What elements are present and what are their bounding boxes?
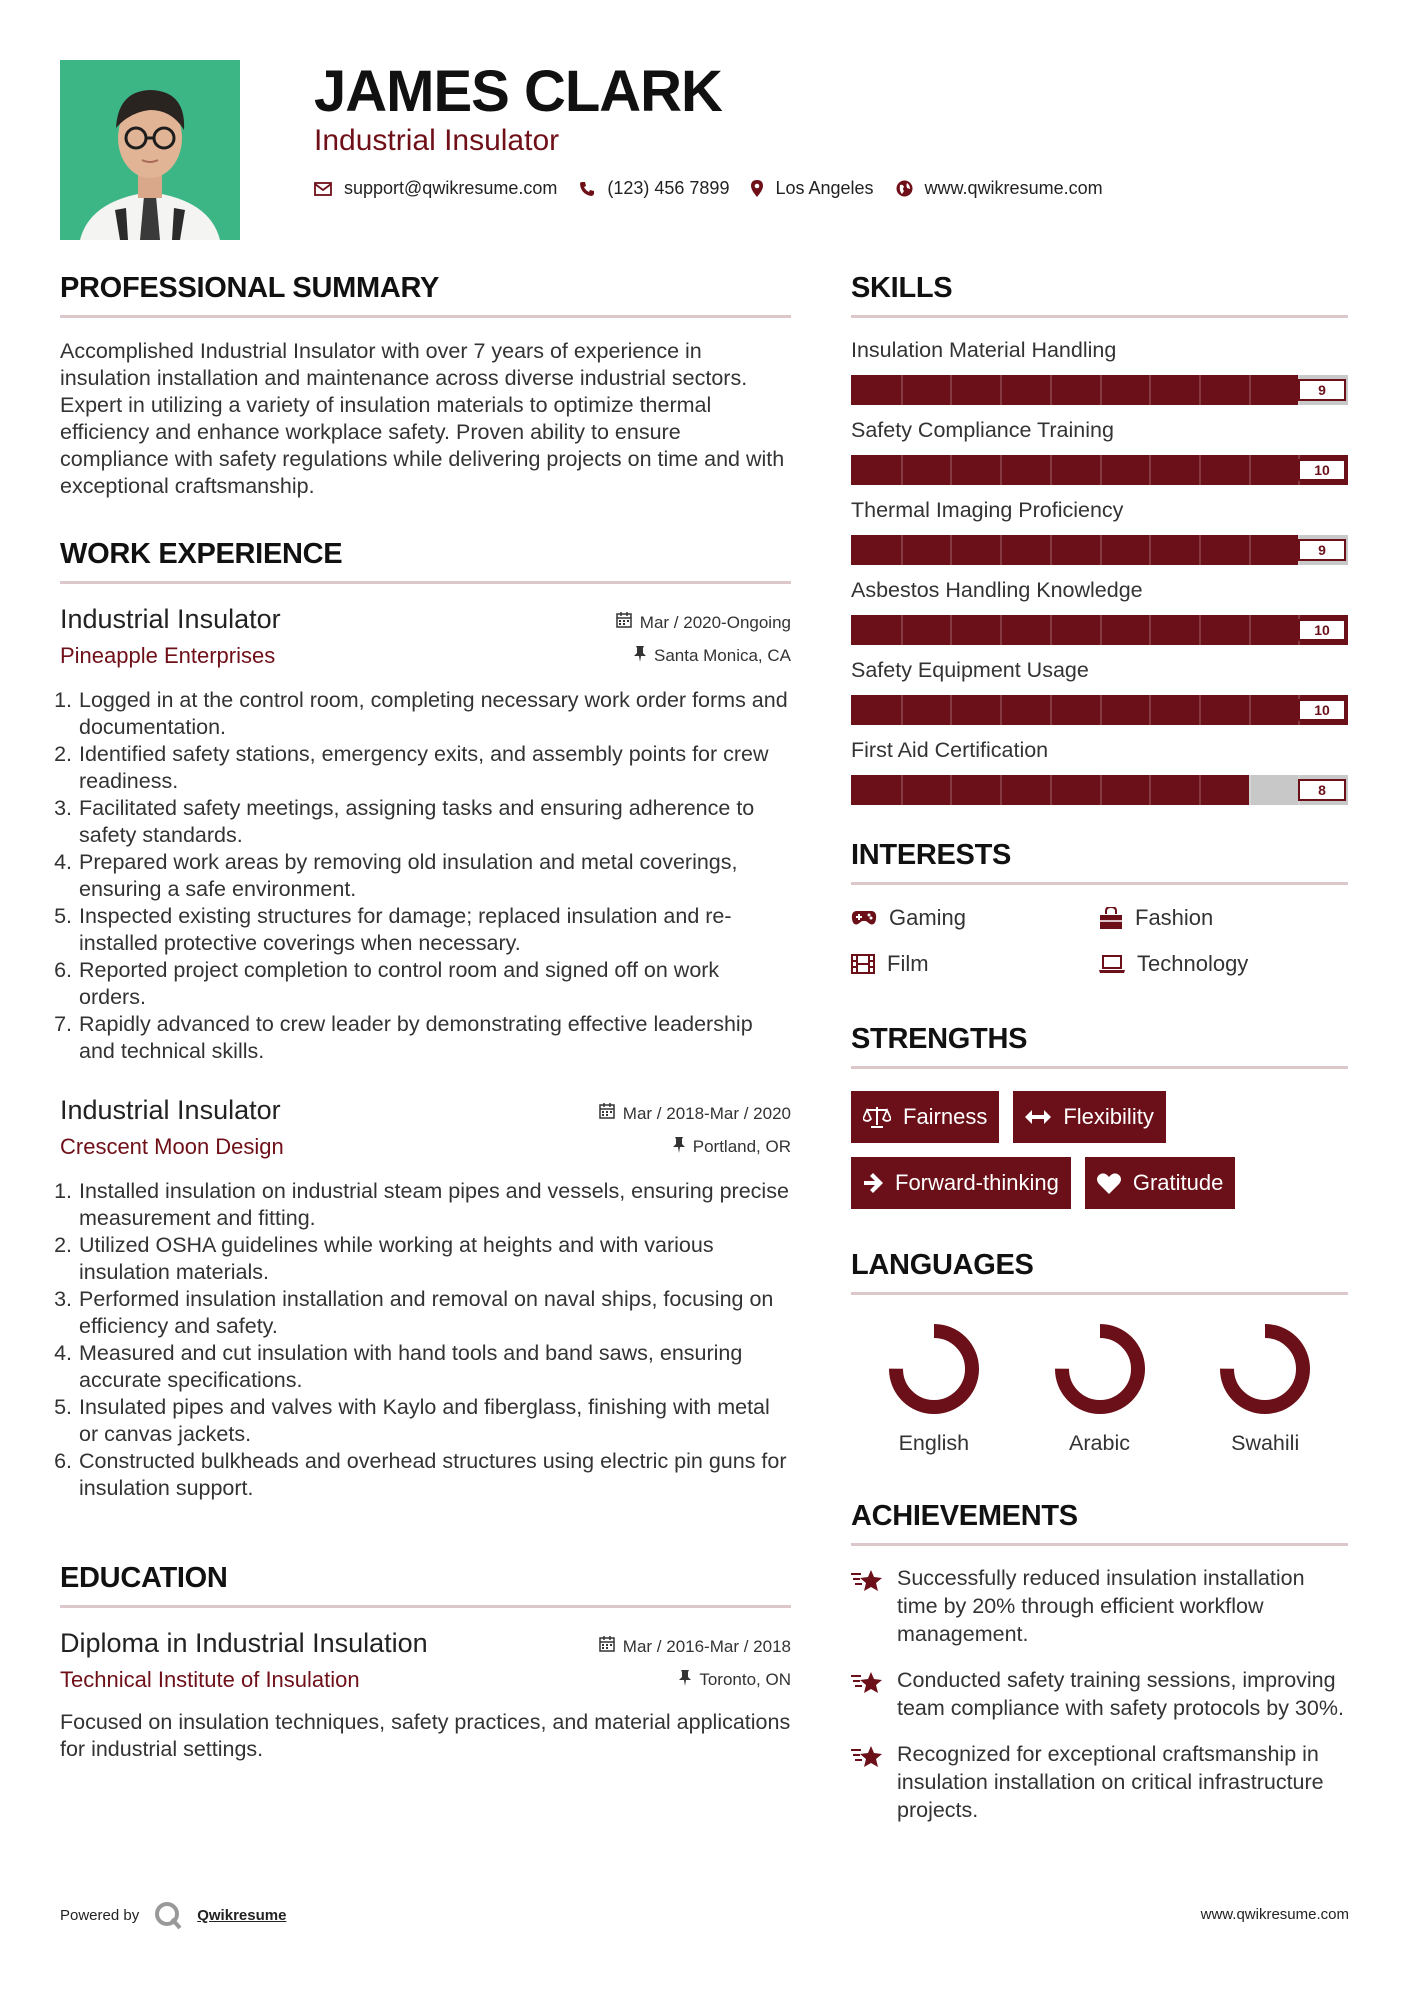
- skill-item: [851, 658, 1348, 725]
- skill-bar-segment: [1249, 375, 1251, 405]
- company-name: Crescent Moon Design: [60, 1134, 284, 1159]
- skill-level-badge: 9: [1298, 379, 1346, 401]
- skills-list: [851, 338, 1348, 805]
- skill-bar-segment: [901, 775, 903, 805]
- skill-bar-segment: [1249, 535, 1251, 565]
- skill-bar-segment: [1149, 375, 1151, 405]
- skill-item: [851, 578, 1348, 645]
- strength-pill: [851, 1157, 1071, 1209]
- skill-bar-fill: [851, 375, 1298, 405]
- list-item: 3. Performed insulation installation and removal on naval ships, focusing on efficiency and safety.: [78, 1286, 791, 1340]
- powered-by-text: Powered by: [60, 1906, 140, 1924]
- achievement-text: Successfully reduced insulation installation time by 20% through efficient workflow management.: [897, 1566, 1305, 1646]
- languages-heading: LANGUAGES: [851, 1249, 1034, 1281]
- contact-website[interactable]: www.qwikresume.com: [924, 178, 1103, 198]
- skill-bar-segment: [950, 695, 952, 725]
- heart-icon: [1097, 1173, 1121, 1194]
- skill-name: Asbestos Handling Knowledge: [851, 578, 1143, 602]
- skill-bar-segment: [1100, 455, 1102, 485]
- skill-bar-segment: [1100, 775, 1102, 805]
- contact-location: Los Angeles: [775, 178, 874, 198]
- skill-bar-segment: [950, 375, 952, 405]
- skill-bar-segment: [901, 375, 903, 405]
- contact-phone[interactable]: (123) 456 7899: [607, 178, 730, 198]
- candidate-name: JAMES CLARK: [314, 59, 722, 124]
- skill-name: Safety Compliance Training: [851, 418, 1114, 442]
- language-ring: [1217, 1321, 1313, 1417]
- footer-branding: [60, 1900, 286, 1930]
- skill-bar-segment: [1000, 535, 1002, 565]
- skill-bar-segment: [1050, 775, 1052, 805]
- skill-item: [851, 338, 1348, 405]
- skill-bar-segment: [1100, 615, 1102, 645]
- skill-bar-segment: [1050, 535, 1052, 565]
- strength-pill: [1085, 1157, 1236, 1209]
- job-dates: Mar / 2020-Ongoing: [639, 612, 791, 632]
- languages-list: [851, 1321, 1348, 1456]
- balance-scale-icon: [863, 1106, 891, 1128]
- achievement-item: [851, 1564, 1348, 1648]
- strength-label: Flexibility: [1063, 1104, 1154, 1129]
- skill-level-badge: 10: [1298, 699, 1346, 721]
- laptop-icon: [1099, 955, 1125, 973]
- skill-item: [851, 738, 1348, 805]
- profile-photo: [60, 60, 240, 240]
- education-heading: EDUCATION: [60, 1562, 228, 1594]
- language-ring: [886, 1321, 982, 1417]
- skills-heading: SKILLS: [851, 272, 953, 304]
- section-divider: [60, 581, 791, 584]
- skill-bar-segment: [1199, 535, 1201, 565]
- list-item: 2. Utilized OSHA guidelines while working at heights and with various insulation materials.: [78, 1232, 791, 1286]
- section-divider: [60, 315, 791, 318]
- interest-item: [1099, 905, 1348, 931]
- education-entry: [60, 1628, 791, 1763]
- skill-bar-segment: [1249, 695, 1251, 725]
- skill-bar-segment: [1249, 775, 1251, 805]
- qwikresume-logo-icon: [153, 1900, 183, 1930]
- skill-bar-segment: [1149, 775, 1151, 805]
- summary-heading: PROFESSIONAL SUMMARY: [60, 272, 440, 304]
- education-section: [60, 1562, 791, 1763]
- achievements-heading: ACHIEVEMENTS: [851, 1500, 1078, 1532]
- achievement-text: Conducted safety training sessions, improving team compliance with safety protocols by 30%.: [897, 1668, 1344, 1720]
- skill-bar: [851, 695, 1348, 725]
- skill-bar-segment: [1050, 615, 1052, 645]
- skill-bar-segment: [1199, 775, 1201, 805]
- experience-heading: WORK EXPERIENCE: [60, 538, 343, 570]
- language-ring: [1052, 1321, 1148, 1417]
- avatar-illustration: [60, 60, 240, 240]
- language-name: Arabic: [1069, 1431, 1130, 1455]
- skill-name: Safety Equipment Usage: [851, 658, 1089, 682]
- summary-text: Accomplished Industrial Insulator with over 7 years of experience in insulation installation and maintenance across diverse industrial sectors. Expert in utilizing a variety of insulation materials to optimize thermal efficiency and enhance workplace safety. Proven ability to ensure compliance with safety regulations while delivering projects on time and with exceptional craftsmanship.: [60, 339, 785, 498]
- strengths-heading: STRENGTHS: [851, 1023, 1028, 1055]
- section-divider: [851, 315, 1348, 318]
- interest-item: [851, 951, 1099, 977]
- left-column: [60, 272, 791, 1763]
- skill-item: [851, 498, 1348, 565]
- skill-item: [851, 418, 1348, 485]
- list-item: 7. Rapidly advanced to crew leader by demonstrating effective leadership and technical skills.: [78, 1011, 791, 1065]
- skill-bar-segment: [1249, 455, 1251, 485]
- interest-label: Film: [887, 951, 929, 976]
- calendar-icon: [599, 1103, 615, 1124]
- pushpin-icon: [634, 646, 646, 667]
- skill-level-badge: 9: [1298, 539, 1346, 561]
- skill-bar-segment: [1000, 615, 1002, 645]
- globe-icon: [896, 180, 913, 197]
- job-entry: [60, 604, 791, 1065]
- skill-bar-segment: [1199, 615, 1201, 645]
- list-item: 3. Facilitated safety meetings, assigning tasks and ensuring adherence to safety standards.: [78, 795, 791, 849]
- job-entry: [60, 1095, 791, 1502]
- skill-bar-segment: [1199, 695, 1201, 725]
- achievement-text: Recognized for exceptional craftsmanship in insulation installation on critical infrastructure projects.: [897, 1742, 1324, 1822]
- skill-bar: [851, 775, 1348, 805]
- skill-bar-segment: [1249, 615, 1251, 645]
- skill-bar-segment: [1100, 375, 1102, 405]
- arrow-right-icon: [863, 1173, 883, 1193]
- brand-link[interactable]: Qwikresume: [197, 1906, 287, 1924]
- skill-name: First Aid Certification: [851, 738, 1049, 762]
- job-bullets: [60, 687, 791, 1065]
- candidate-title: Industrial Insulator: [314, 124, 560, 157]
- strengths-section: [851, 1023, 1348, 1209]
- skill-bar-segment: [1149, 455, 1151, 485]
- contact-bar: [314, 178, 1125, 199]
- job-location: Portland, OR: [692, 1137, 791, 1156]
- skill-bar-segment: [950, 455, 952, 485]
- achievement-item: [851, 1740, 1348, 1824]
- interest-label: Technology: [1137, 951, 1249, 976]
- language-name: English: [898, 1431, 970, 1455]
- section-divider: [851, 1066, 1348, 1069]
- section-divider: [851, 1292, 1348, 1295]
- list-item: 5. Inspected existing structures for damage; replaced insulation and re-installed protective coverings when necessary.: [78, 903, 791, 957]
- interest-label: Gaming: [889, 905, 967, 930]
- skill-bar-segment: [1000, 375, 1002, 405]
- pushpin-icon: [679, 1670, 691, 1691]
- footer-website[interactable]: www.qwikresume.com: [1200, 1906, 1349, 1923]
- achievement-item: [851, 1666, 1348, 1722]
- skill-bar-segment: [1100, 695, 1102, 725]
- strength-pill: [1013, 1091, 1165, 1143]
- education-location: Toronto, ON: [699, 1670, 791, 1689]
- language-item: [1182, 1321, 1348, 1456]
- job-bullets: [60, 1178, 791, 1502]
- interest-item: [851, 905, 1099, 931]
- list-item: 6. Reported project completion to control room and signed off on work orders.: [78, 957, 791, 1011]
- calendar-icon: [616, 612, 632, 633]
- skill-bar-fill: [851, 535, 1298, 565]
- skill-bar-segment: [950, 775, 952, 805]
- skill-name: Insulation Material Handling: [851, 338, 1117, 362]
- language-ring-arc: [1227, 1331, 1303, 1407]
- skill-bar-segment: [1149, 615, 1151, 645]
- contact-email[interactable]: support@qwikresume.com: [344, 178, 558, 198]
- summary-section: [60, 272, 791, 500]
- list-item: 1. Installed insulation on industrial steam pipes and vessels, ensuring precise measurement and fitting.: [78, 1178, 791, 1232]
- languages-section: [851, 1249, 1348, 1456]
- interest-item: [1099, 951, 1348, 977]
- job-dates: Mar / 2018-Mar / 2020: [622, 1103, 791, 1123]
- section-divider: [851, 882, 1348, 885]
- list-item: 4. Prepared work areas by removing old insulation and metal coverings, ensuring a safe environment.: [78, 849, 791, 903]
- skill-bar-segment: [1050, 375, 1052, 405]
- skill-bar-segment: [1100, 535, 1102, 565]
- map-pin-icon: [751, 180, 763, 197]
- list-item: 6. Constructed bulkheads and overhead structures using electric pin guns for insulation support.: [78, 1448, 791, 1502]
- strength-label: Gratitude: [1132, 1170, 1224, 1195]
- strength-label: Forward-thinking: [895, 1170, 1059, 1195]
- skill-bar-segment: [1050, 455, 1052, 485]
- job-title: Industrial Insulator: [60, 1095, 281, 1125]
- interests-grid: [851, 905, 1348, 977]
- skill-level-badge: 8: [1298, 779, 1346, 801]
- degree-title: Diploma in Industrial Insulation: [60, 1628, 428, 1658]
- language-ring-arc: [896, 1331, 972, 1407]
- skill-bar: [851, 535, 1348, 565]
- phone-icon: [579, 181, 595, 197]
- skill-level-badge: 10: [1298, 459, 1346, 481]
- skill-bar-segment: [1000, 775, 1002, 805]
- job-location: Santa Monica, CA: [653, 646, 791, 665]
- skill-bar-segment: [1000, 695, 1002, 725]
- right-column: [851, 272, 1348, 1824]
- language-name: Swahili: [1231, 1431, 1300, 1455]
- strength-pill: [851, 1091, 999, 1143]
- double-arrow-icon: [1025, 1110, 1051, 1124]
- skill-level-badge: 10: [1298, 619, 1346, 641]
- company-name: Pineapple Enterprises: [60, 643, 276, 668]
- interests-section: [851, 839, 1348, 977]
- skill-bar-segment: [901, 615, 903, 645]
- list-item: 5. Insulated pipes and valves with Kaylo and fiberglass, finishing with metal or canvas jackets.: [78, 1394, 791, 1448]
- skill-bar-segment: [1199, 375, 1201, 405]
- skill-bar-segment: [901, 455, 903, 485]
- shooting-star-icon: [851, 1568, 883, 1592]
- skill-bar-segment: [901, 695, 903, 725]
- skill-bar-segment: [1149, 535, 1151, 565]
- skill-bar-segment: [1050, 695, 1052, 725]
- skill-bar-segment: [950, 615, 952, 645]
- skill-name: Thermal Imaging Proficiency: [851, 498, 1124, 522]
- skill-bar-segment: [1000, 455, 1002, 485]
- pushpin-icon: [673, 1137, 685, 1158]
- language-ring-arc: [1062, 1331, 1138, 1407]
- skill-bar-segment: [1199, 455, 1201, 485]
- language-item: [1017, 1321, 1183, 1456]
- achievements-section: [851, 1500, 1348, 1824]
- list-item: 1. Logged in at the control room, completing necessary work order forms and documentation.: [78, 687, 791, 741]
- skill-bar-segment: [901, 535, 903, 565]
- skill-bar-segment: [1149, 695, 1151, 725]
- section-divider: [60, 1605, 791, 1608]
- skills-section: [851, 272, 1348, 805]
- skill-bar: [851, 375, 1348, 405]
- envelope-icon: [314, 182, 332, 196]
- language-item: [851, 1321, 1017, 1456]
- interests-heading: INTERESTS: [851, 839, 1012, 871]
- job-title: Industrial Insulator: [60, 604, 281, 634]
- school-name: Technical Institute of Insulation: [60, 1667, 360, 1692]
- skill-bar-segment: [950, 535, 952, 565]
- experience-section: [60, 538, 791, 1502]
- shopping-bag-icon: [1099, 907, 1123, 929]
- list-item: 4. Measured and cut insulation with hand tools and band saws, ensuring accurate specifications.: [78, 1340, 791, 1394]
- section-divider: [851, 1543, 1348, 1546]
- film-icon: [851, 954, 875, 974]
- education-description: Focused on insulation techniques, safety practices, and material applications for industrial settings.: [60, 1710, 791, 1761]
- shooting-star-icon: [851, 1744, 883, 1768]
- skill-bar: [851, 615, 1348, 645]
- skill-bar: [851, 455, 1348, 485]
- list-item: 2. Identified safety stations, emergency exits, and assembly points for crew readiness.: [78, 741, 791, 795]
- gamepad-icon: [851, 910, 877, 926]
- strength-label: Fairness: [903, 1104, 988, 1129]
- interest-label: Fashion: [1135, 905, 1214, 930]
- shooting-star-icon: [851, 1670, 883, 1694]
- education-dates: Mar / 2016-Mar / 2018: [622, 1636, 791, 1656]
- calendar-icon: [599, 1636, 615, 1657]
- strengths-list: [851, 1091, 1348, 1209]
